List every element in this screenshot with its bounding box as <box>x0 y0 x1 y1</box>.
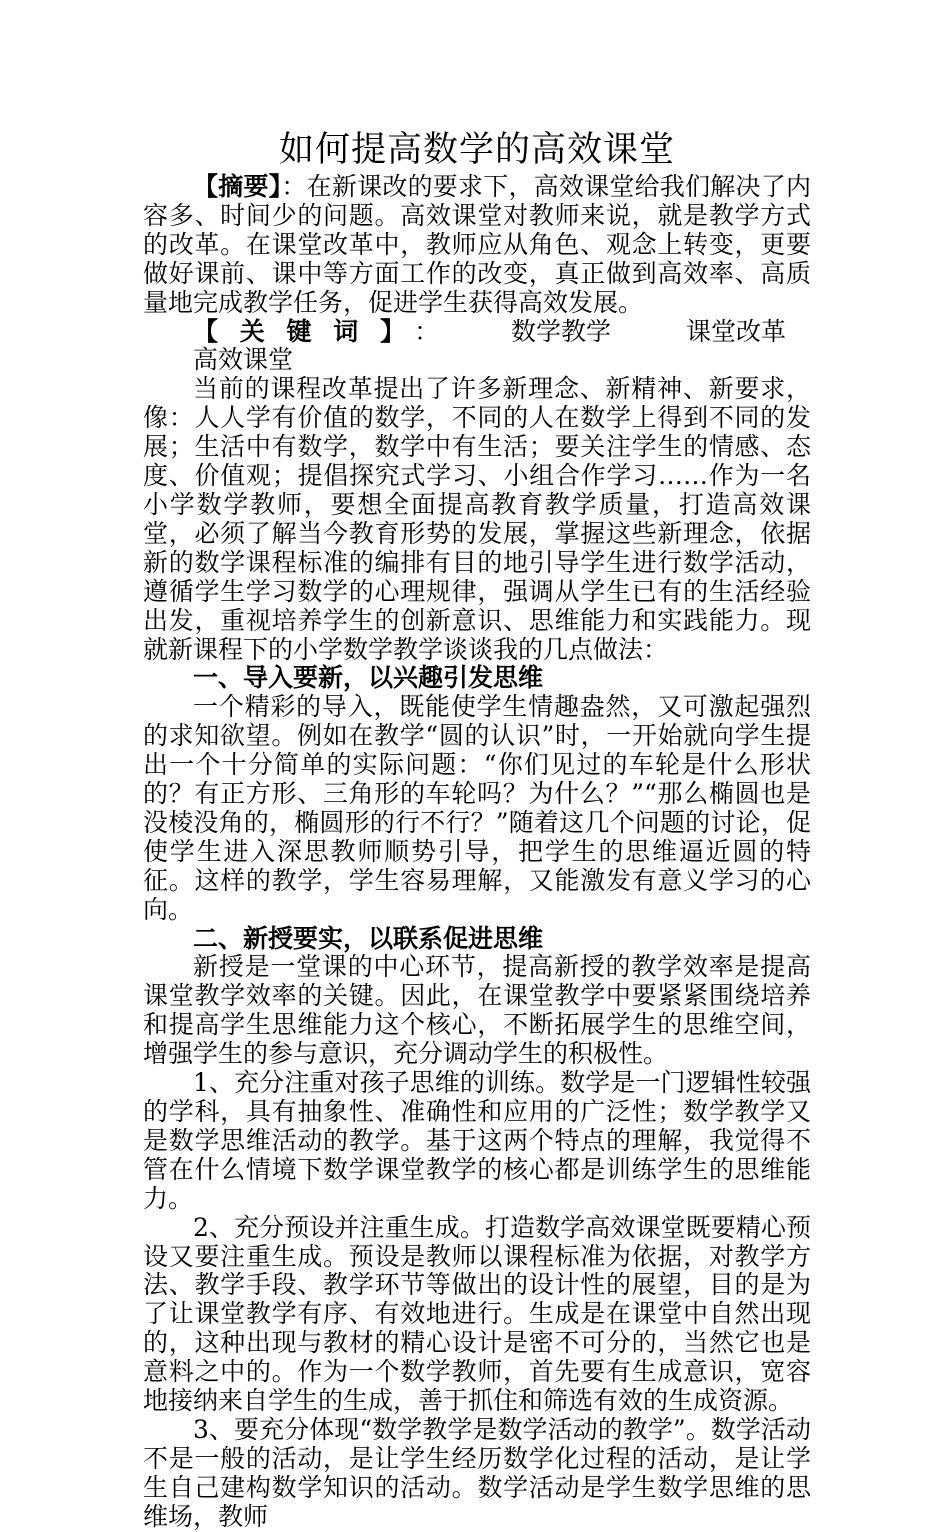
document-body <box>143 127 811 1532</box>
section-paragraph-1: 一个精彩的导入，既能使学生情趣盎然，又可激起强烈的求知欲望。例如在教学“圆的认识”时，一开始就向学生提出一个十分简单的实际问题：“你们见过的车轮是什么形状的？有正方形、三角形的车轮吗？为什么？”“那么椭圆也是没棱没角的，椭圆形的行不行？”随着这几个问题的讨论，促使学生进入深思教师顺势引导，把学生的思维逼近圆的特征。这样的教学，学生容易理解，又能激发有意义学习的心向。 <box>143 692 811 924</box>
section-heading-2: 二、新授要实，以联系促进思维 <box>193 923 544 953</box>
keyword-item: 课堂改革 <box>685 316 786 346</box>
point-paragraph-3: 3、要充分体现“数学教学是数学活动的教学”。数学活动不是一般的活动，是让学生经历数学化过程的活动，是让学生自己建构数学知识的活动。数学活动是学生数学思维的思维场，教师 <box>143 1414 811 1531</box>
document-title: 如何提高数学的高效课堂 <box>278 130 675 170</box>
abstract-label: 【摘要】 <box>193 172 282 201</box>
keyword-item: 数学教学 <box>510 316 611 346</box>
keywords-paragraph <box>143 318 811 376</box>
keyword-item: 高效课堂 <box>193 345 294 375</box>
abstract-paragraph <box>143 173 811 318</box>
point-paragraph-1: 1、充分注重对孩子思维的训练。数学是一门逻辑性较强的学科，具有抽象性、准确性和应用的广泛性；数学教学又是数学思维活动的教学。基于这两个特点的理解，我觉得不管在什么情境下数学课堂教学的核心都是训练学生的思维能力。 <box>143 1068 811 1213</box>
abstract-separator: ： <box>281 172 307 201</box>
keywords-label: 【关键词】 <box>193 316 415 346</box>
section-heading-1: 一、导入要新，以兴趣引发思维 <box>193 663 544 693</box>
point-paragraph-2: 2、充分预设并注重生成。打造数学高效课堂既要精心预设又要注重生成。预设是教师以课程标准为依据，对教学方法、教学手段、教学环节等做出的设计性的展望，目的是为了让课堂教学有序、有效地进行。生成是在课堂中自然出现的，这种出现与教材的精心设计是密不可分的，当然它也是意料之中的。作为一个数学教师，首先要有生成意识，宽容地接纳来自学生的生成，善于抓住和筛选有效的生成资源。 <box>143 1212 811 1416</box>
intro-paragraph: 当前的课程改革提出了许多新理念、新精神、新要求，像：人人学有价值的数学，不同的人在数学上得到不同的发展；生活中有数学，数学中有生活；要关注学生的情感、态度、价值观；提倡探究式学习、小组合作学习……作为一名小学数学教师，要想全面提高教育教学质量，打造高效课堂，必须了解当今教育形势的发展，掌握这些新理念，依据新的数学课程标准的编排有目的地引导学生进行数学活动，遵循学生学习数学的心理规律，强调从学生已有的生活经验出发，重视培养学生的创新意识、思维能力和实践能力。现就新课程下的小学数学教学谈谈我的几点做法： <box>143 374 811 664</box>
keywords-separator: ： <box>414 316 461 346</box>
section-paragraph-2: 新授是一堂课的中心环节，提高新授的教学效率是提高课堂教学效率的关键。因此，在课堂教学中要紧紧围绕培养和提高学生思维能力这个核心，不断拓展学生的思维空间，增强学生的参与意识，充分调动学生的积极性。 <box>143 952 811 1069</box>
abstract-text: 在新课改的要求下，高效课堂给我们解决了内容多、时间少的问题。高效课堂对教师来说，就是教学方式的改革。在课堂改革中，教师应从角色、观念上转变，更要做好课前、课中等方面工作的改变，真正做到高效率、高质量地完成教学任务，促进学生获得高效发展。 <box>143 172 811 317</box>
